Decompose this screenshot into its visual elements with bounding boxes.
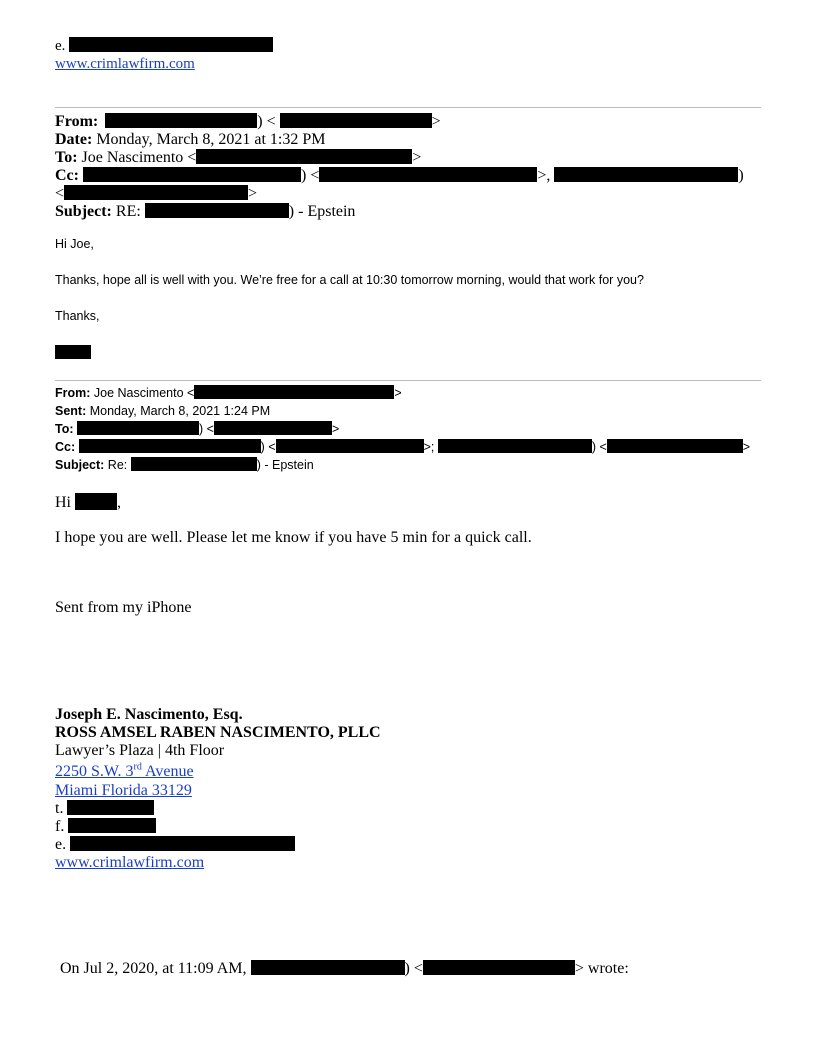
address-sup: rd	[133, 761, 142, 773]
punct: >	[331, 422, 340, 436]
signature-email-line	[55, 836, 295, 854]
email2-cc-line	[55, 438, 750, 456]
from-value: Joe Nascimento <	[93, 386, 195, 400]
punct: <	[55, 185, 65, 202]
redaction	[276, 439, 424, 453]
email1-closing: Thanks,	[55, 309, 100, 323]
email2-sent-line	[55, 402, 270, 420]
punct: ) <	[260, 440, 276, 454]
punct: >	[394, 386, 402, 400]
redaction	[280, 113, 432, 128]
punct: >;	[423, 440, 435, 454]
redacted-signature	[55, 345, 91, 359]
redaction	[319, 167, 537, 182]
redaction	[607, 439, 743, 453]
address-text: 2250 S.W. 3	[55, 763, 134, 780]
signature-city-line[interactable]	[55, 782, 192, 800]
top-website-line	[55, 55, 195, 73]
redaction	[196, 149, 412, 164]
to-value: Joe Nascimento <	[81, 149, 197, 166]
punct: ,	[117, 494, 121, 511]
email1-to-line	[55, 149, 421, 167]
date-value: Monday, March 8, 2021 at 1:32 PM	[96, 131, 326, 148]
subject-prefix: Re:	[107, 458, 128, 472]
redaction	[251, 960, 405, 975]
sent-value: Monday, March 8, 2021 1:24 PM	[89, 404, 271, 418]
redaction	[79, 439, 261, 453]
website-link[interactable]: www.crimlawfirm.com	[55, 56, 195, 72]
divider	[55, 107, 761, 108]
cc-label: Cc:	[55, 167, 79, 184]
subject-suffix: ) - Epstein	[288, 203, 356, 220]
email1-cc-line-2	[55, 185, 257, 203]
quote-suffix: wrote:	[587, 960, 629, 977]
punct: ) <	[300, 167, 320, 184]
redaction	[131, 457, 257, 471]
email2-greeting-line	[55, 493, 121, 512]
email1-from-line	[55, 113, 441, 131]
quote-prefix: On Jul 2, 2020, at 11:09 AM,	[60, 960, 247, 977]
email2-subject-line	[55, 456, 314, 474]
redaction	[145, 203, 289, 218]
divider	[55, 380, 761, 381]
punct: >	[574, 960, 584, 977]
email2-from-line	[55, 384, 402, 402]
punct: ) <	[404, 960, 423, 977]
cc-label: Cc:	[55, 440, 76, 454]
address-link[interactable]	[55, 763, 194, 780]
signature-building: Lawyer’s Plaza | 4th Floor	[55, 742, 225, 759]
top-email-line	[55, 37, 273, 55]
redaction	[70, 836, 295, 851]
redaction	[438, 439, 592, 453]
redaction	[67, 800, 154, 815]
email2-greeting: Hi	[55, 494, 71, 511]
punct: >	[412, 149, 422, 166]
punct: >,	[537, 167, 551, 184]
redaction	[64, 185, 248, 200]
email2-body: I hope you are well. Please let me know if you have 5 min for a quick call.	[55, 529, 532, 546]
signature-tel-line	[55, 800, 154, 818]
punct: >	[742, 440, 751, 454]
punct: >	[431, 113, 441, 130]
redaction	[214, 421, 332, 435]
email2-to-line	[55, 420, 339, 438]
punct: ) <	[199, 422, 214, 436]
subject-label: Subject:	[55, 458, 105, 472]
subject-prefix: RE:	[115, 203, 141, 220]
signature-address-link[interactable]	[55, 763, 194, 781]
redaction	[423, 960, 575, 975]
redaction	[83, 167, 301, 182]
website-link[interactable]: www.crimlawfirm.com	[55, 854, 205, 871]
signature-name: Joseph E. Nascimento, Esq.	[55, 706, 243, 723]
email1-greeting: Hi Joe,	[55, 237, 94, 251]
fax-prefix: f.	[55, 818, 65, 835]
redaction	[75, 493, 117, 510]
punct: )	[738, 167, 744, 184]
subject-label: Subject:	[55, 203, 112, 220]
address-text: Avenue	[141, 763, 194, 780]
sent-from-iphone: Sent from my iPhone	[55, 599, 192, 616]
punct: ) <	[257, 113, 276, 130]
from-label: From:	[55, 386, 91, 400]
signature-firm: ROSS AMSEL RABEN NASCIMENTO, PLLC	[55, 724, 381, 741]
redaction	[194, 385, 394, 399]
email1-cc-line	[55, 167, 744, 185]
subject-suffix: ) - Epstein	[256, 458, 314, 472]
email1-body: Thanks, hope all is well with you. We’re free for a call at 10:30 tomorrow morning, would that work for you?	[55, 273, 644, 287]
redaction	[68, 818, 156, 833]
to-label: To:	[55, 149, 78, 166]
redaction	[554, 167, 738, 182]
sent-label: Sent:	[55, 404, 87, 418]
email1-date-line	[55, 131, 325, 149]
email-prefix: e.	[55, 38, 66, 54]
redaction	[69, 37, 273, 52]
signature-fax-line	[55, 818, 156, 836]
email1-subject-line	[55, 203, 355, 221]
redaction	[77, 421, 199, 435]
signature-website-line[interactable]	[55, 854, 204, 872]
from-label: From:	[55, 113, 99, 130]
punct: >	[248, 185, 258, 202]
email-prefix: e.	[55, 836, 67, 853]
date-label: Date:	[55, 131, 93, 148]
tel-prefix: t.	[55, 800, 64, 817]
quote-attribution	[60, 960, 629, 978]
city-link[interactable]: Miami Florida 33129	[55, 782, 192, 799]
punct: ) <	[591, 440, 607, 454]
redaction	[105, 113, 257, 128]
to-label: To:	[55, 422, 74, 436]
